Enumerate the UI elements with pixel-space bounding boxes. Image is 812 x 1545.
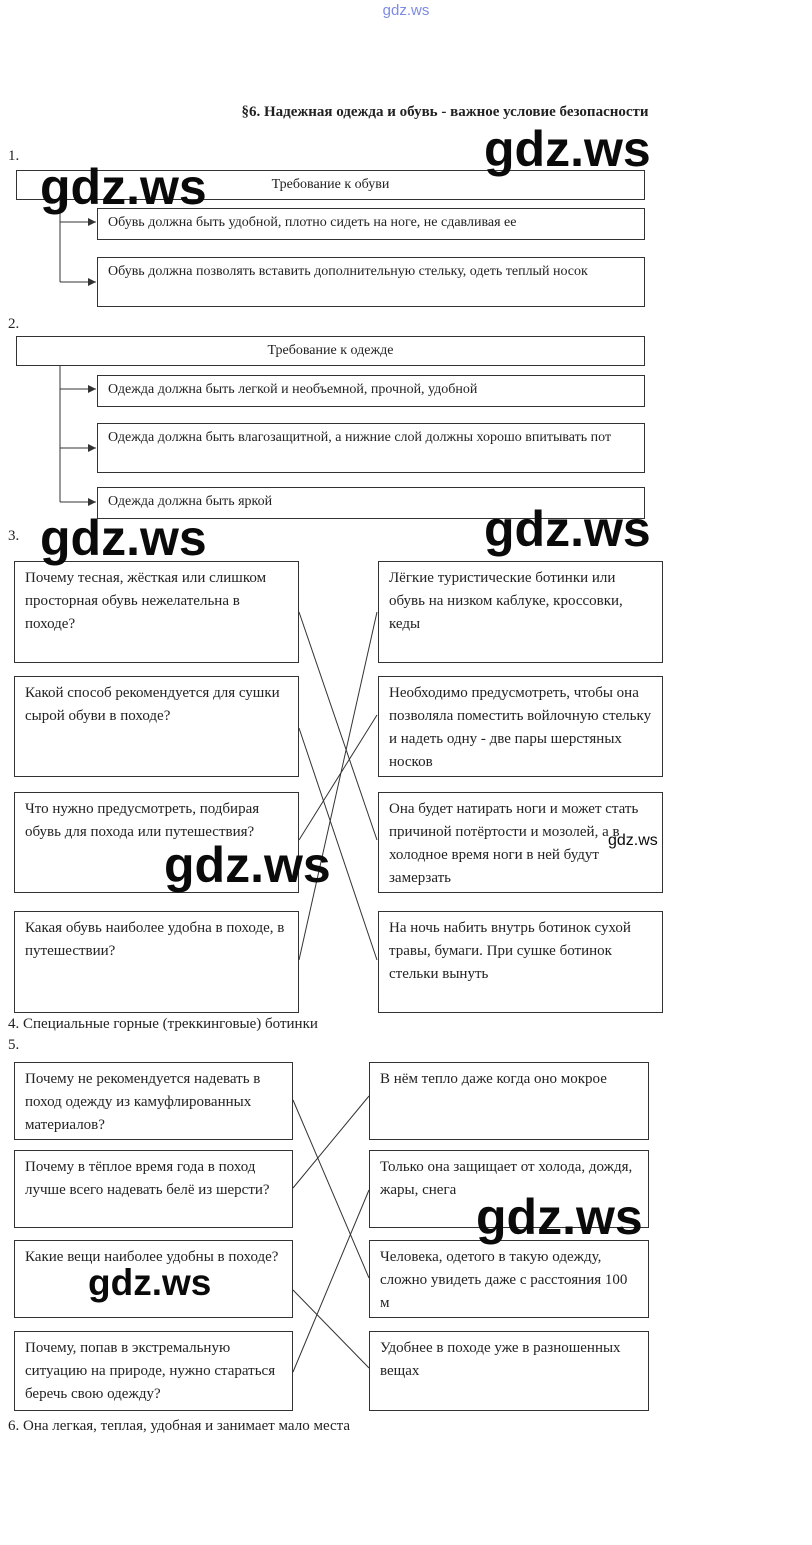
arrow-icon bbox=[88, 385, 96, 393]
match-line-5-2 bbox=[293, 1096, 369, 1188]
question-box: Какая обувь наиболее удобна в походе, в путешествии? bbox=[14, 911, 299, 1013]
site-link[interactable]: gdz.ws bbox=[382, 2, 430, 19]
question-box: Какой способ рекомендуется для сушки сырой обуви в походе? bbox=[14, 676, 299, 777]
task-number: 3. bbox=[8, 528, 20, 544]
match-line-5-4 bbox=[293, 1190, 369, 1372]
answer-box: Человека, одетого в такую одежду, сложно увидеть даже с расстояния 100 м bbox=[369, 1240, 649, 1318]
clothing-requirement-item: Одежда должна быть яркой bbox=[97, 487, 645, 519]
question-box: Какие вещи наиболее удобны в походе? bbox=[14, 1240, 293, 1318]
task-number: 1. bbox=[8, 148, 20, 164]
answer-box: Только она защищает от холода, дождя, жары, снега bbox=[369, 1150, 649, 1228]
watermark: gdz.ws bbox=[88, 1262, 212, 1303]
shoe-requirement-header: Требование к обуви bbox=[16, 170, 645, 200]
task-number: 2. bbox=[8, 316, 20, 332]
watermark: gdz.ws bbox=[164, 837, 331, 893]
clothing-requirement-item: Одежда должна быть легкой и необъемной, прочной, удобной bbox=[97, 375, 645, 407]
task-answer: 4. Специальные горные (треккинговые) ботинки bbox=[8, 1016, 318, 1032]
watermark: gdz.ws bbox=[484, 121, 651, 177]
shoe-requirement-item: Обувь должна быть удобной, плотно сидеть на ноге, не сдавливая ее bbox=[97, 208, 645, 240]
question-box: Почему не рекомендуется надевать в поход одежду из камуфлированных материалов? bbox=[14, 1062, 293, 1140]
match-line-5-1 bbox=[293, 1100, 369, 1278]
question-box: Что нужно предусмотреть, подбирая обувь для похода или путешествия? bbox=[14, 792, 299, 893]
watermark: gdz.ws bbox=[40, 510, 207, 566]
watermark: gdz.ws bbox=[608, 832, 658, 849]
clothing-requirement-header: Требование к одежде bbox=[16, 336, 645, 366]
answer-box: На ночь набить внутрь ботинок сухой травы, бумаги. При сушке ботинок стельки вынуть bbox=[378, 911, 663, 1013]
answer-box: Она будет натирать ноги и может стать причиной потёртости и мозолей, а в холодное время ноги в ней будут замерзать bbox=[378, 792, 663, 893]
question-box: Почему в тёплое время года в поход лучше всего надевать белё из шерсти? bbox=[14, 1150, 293, 1228]
task-answer: 6. Она легкая, теплая, удобная и занимает мало места bbox=[8, 1418, 351, 1434]
arrow-icon bbox=[88, 444, 96, 452]
answer-box: Удобнее в походе уже в разношенных вещах bbox=[369, 1331, 649, 1411]
question-box: Почему тесная, жёсткая или слишком просторная обувь нежелательна в походе? bbox=[14, 561, 299, 663]
watermark: gdz.ws bbox=[484, 501, 651, 557]
task-number: 5. bbox=[8, 1037, 20, 1053]
watermark: gdz.ws bbox=[40, 159, 207, 215]
shoe-requirement-item: Обувь должна позволять вставить дополнительную стельку, одеть теплый носок bbox=[97, 257, 645, 307]
match-line-5-3 bbox=[293, 1290, 369, 1368]
watermark: gdz.ws bbox=[476, 1189, 643, 1245]
match-line-3-4 bbox=[299, 612, 377, 960]
match-line-3-1 bbox=[299, 612, 377, 840]
clothing-requirement-item: Одежда должна быть влагозащитной, а нижние слой должны хорошо впитывать пот bbox=[97, 423, 645, 473]
page-title: §6. Надежная одежда и обувь - важное условие безопасности bbox=[241, 104, 649, 120]
match-line-3-3 bbox=[299, 715, 377, 840]
arrow-icon bbox=[88, 218, 96, 226]
question-box: Почему, попав в экстремальную ситуацию на природе, нужно стараться беречь свою одежду? bbox=[14, 1331, 293, 1411]
answer-box: В нём тепло даже когда оно мокрое bbox=[369, 1062, 649, 1140]
answer-box: Необходимо предусмотреть, чтобы она позволяла поместить войлочную стельку и надеть одну - две пары шерстяных носков bbox=[378, 676, 663, 777]
arrow-icon bbox=[88, 498, 96, 506]
answer-box: Лёгкие туристические ботинки или обувь на низком каблуке, кроссовки, кеды bbox=[378, 561, 663, 663]
arrow-icon bbox=[88, 278, 96, 286]
